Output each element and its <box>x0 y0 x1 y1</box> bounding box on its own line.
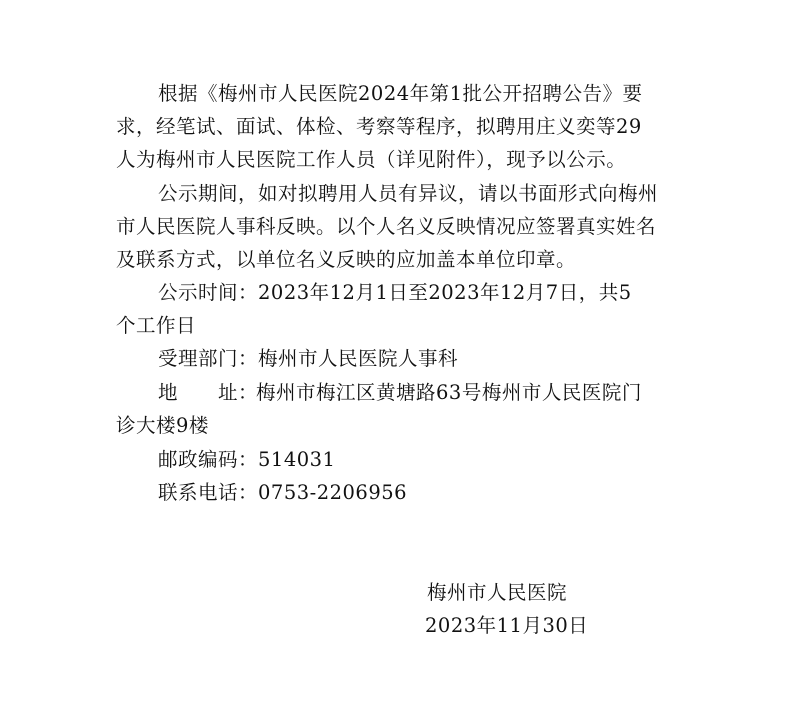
para1-line3: 人为梅州市人民医院工作人员（详见附件），现予以公示。 <box>116 148 627 171</box>
address-line1 <box>158 381 642 405</box>
address-label: 地 址： <box>158 381 259 404</box>
period-line1: 公示时间：2023年12月1日至2023年12月7日，共5 <box>158 281 632 304</box>
para1-line1: 根据《梅州市人民医院2024年第1批公开招聘公告》要 <box>158 82 643 105</box>
signature-date: 2023年11月30日 <box>425 614 589 637</box>
para2-line1: 公示期间，如对拟聘用人员有异议，请以书面形式向梅州 <box>158 182 659 205</box>
address-line2: 诊大楼9楼 <box>116 414 209 437</box>
para1-line2: 求，经笔试、面试、体检、考察等程序，拟聘用庄义奕等29 <box>116 115 642 138</box>
para2-line3: 及联系方式，以单位名义反映的应加盖本单位印章。 <box>116 248 577 271</box>
address-value: 梅州市梅江区黄塘路63号梅州市人民医院门 <box>256 381 642 404</box>
para2-line2: 市人民医院人事科反映。以个人名义反映情况应签署真实姓名 <box>116 215 657 238</box>
department-line: 受理部门：梅州市人民医院人事科 <box>158 347 459 370</box>
signature-org: 梅州市人民医院 <box>427 581 568 604</box>
phone-line: 联系电话：0753-2206956 <box>158 481 408 504</box>
period-line2: 个工作日 <box>116 314 197 337</box>
postcode-line: 邮政编码：514031 <box>158 448 336 471</box>
